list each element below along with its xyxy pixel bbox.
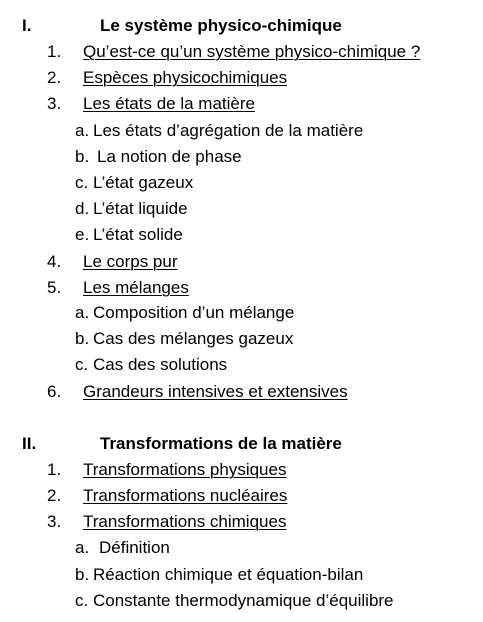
subitem-label: Cas des solutions xyxy=(93,355,228,374)
item-label: Qu’est-ce qu’un système physico-chimique ? xyxy=(83,42,421,61)
subitem-label: Cas des mélanges gazeux xyxy=(93,329,294,348)
subitem-letter: b. xyxy=(75,329,90,348)
section-title: Transformations de la matière xyxy=(100,434,342,453)
item-number: 3. xyxy=(47,94,62,113)
subitem-letter: a. xyxy=(75,121,90,140)
section-title: Le système physico-chimique xyxy=(100,16,342,35)
subitem-letter: c. xyxy=(75,173,89,192)
item-label: Les états de la matière xyxy=(83,94,255,113)
subitem-label: Définition xyxy=(99,538,170,557)
item-number: 3. xyxy=(47,512,62,531)
section-numeral: II. xyxy=(22,434,37,453)
subitem-letter: b. xyxy=(75,147,90,166)
subitem-label: Les états d’agrégation de la matière xyxy=(93,121,364,140)
item-number: 6. xyxy=(47,382,62,401)
item-label: Transformations chimiques xyxy=(83,512,287,531)
subitem-letter: c. xyxy=(75,355,89,374)
section-numeral: I. xyxy=(22,16,32,35)
item-number: 5. xyxy=(47,278,62,297)
item-number: 2. xyxy=(47,486,62,505)
item-label: Le corps pur xyxy=(83,252,178,271)
item-number: 4. xyxy=(47,252,62,271)
subitem-label: Constante thermodynamique d’équilibre xyxy=(93,591,394,610)
item-label: Transformations nucléaires xyxy=(83,486,288,505)
subitem-label: L’état gazeux xyxy=(93,173,194,192)
item-number: 1. xyxy=(47,460,62,479)
item-number: 1. xyxy=(47,42,62,61)
subitem-letter: d. xyxy=(75,199,90,218)
subitem-letter: a. xyxy=(75,538,90,557)
subitem-letter: c. xyxy=(75,591,89,610)
subitem-letter: b. xyxy=(75,565,90,584)
subitem-label: Composition d’un mélange xyxy=(93,303,295,322)
subitem-letter: e. xyxy=(75,225,90,244)
subitem-label: La notion de phase xyxy=(97,147,242,166)
item-label: Espèces physicochimiques xyxy=(83,68,288,87)
subitem-label: L’état solide xyxy=(93,225,183,244)
subitem-label: Réaction chimique et équation-bilan xyxy=(93,565,364,584)
subitem-label: L’état liquide xyxy=(93,199,188,218)
item-number: 2. xyxy=(47,68,62,87)
item-label: Transformations physiques xyxy=(83,460,287,479)
subitem-letter: a. xyxy=(75,303,90,322)
item-label: Grandeurs intensives et extensives xyxy=(83,382,348,401)
item-label: Les mélanges xyxy=(83,278,189,297)
